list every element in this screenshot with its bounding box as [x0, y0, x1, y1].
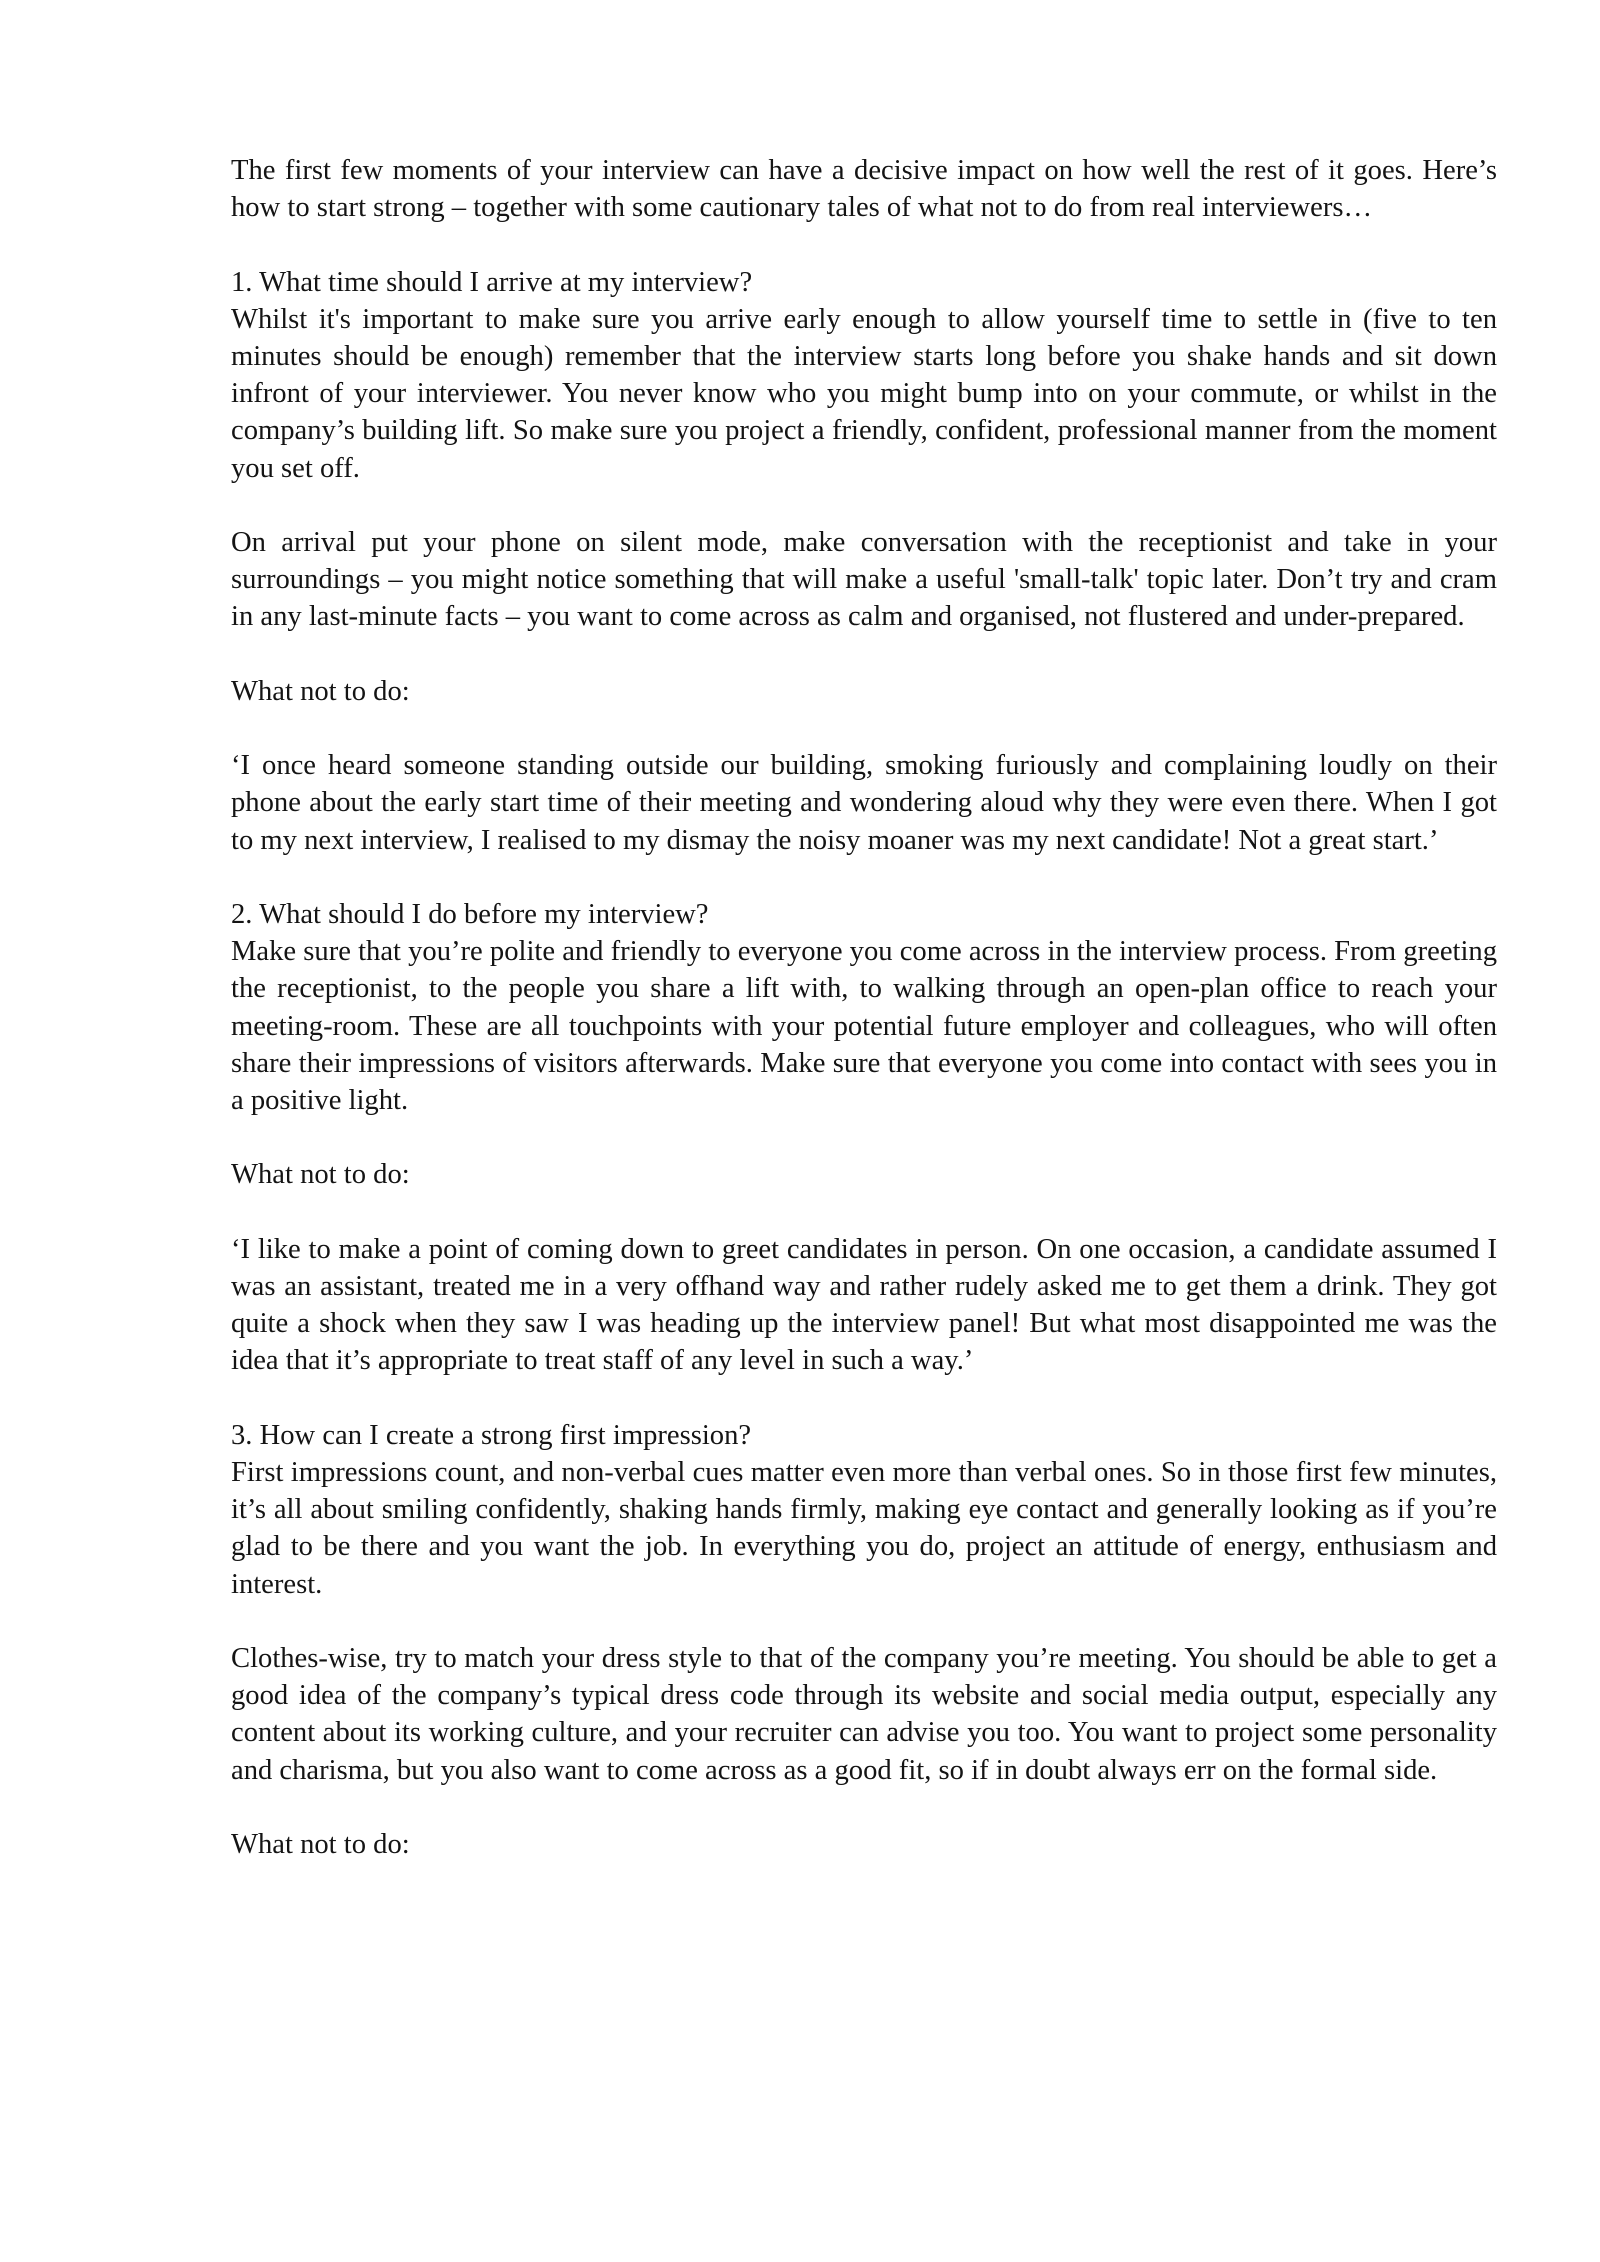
- section-2-what-not-label: What not to do:: [231, 1159, 410, 1191]
- section-3-impression-block: [231, 1417, 1497, 1603]
- section-3-what-not-block: [231, 1826, 1497, 1863]
- section-3-paragraph-2-block: [231, 1640, 1497, 1789]
- section-3-what-not-label: What not to do:: [231, 1828, 410, 1860]
- section-2-what-not-block: [231, 1156, 1497, 1193]
- document-page: [231, 152, 1497, 1900]
- section-3-heading: 3. How can I create a strong first impression?: [231, 1419, 752, 1451]
- intro-paragraph: The first few moments of your interview can have a decisive impact on how well the rest of it goes. Here’s how to start strong – together with some cautionary tales of what not to do from real interviewers…: [231, 155, 1497, 224]
- section-2-quote-block: [231, 1231, 1497, 1380]
- section-1-paragraph-2: On arrival put your phone on silent mode, make conversation with the receptionist and take in your surroundings – you might notice something that will make a useful 'small-talk' topic later. Don’t try and cram in any last-minute facts – you want to come across as calm and organised, not flustered and under-prepared.: [231, 527, 1497, 633]
- section-2-paragraph-1: Make sure that you’re polite and friendly to everyone you come across in the interview process. From greeting the receptionist, to the people you share a lift with, to walking through an open-plan office to reach your meeting-room. These are all touchpoints with your potential future employer and colleagues, who will often share their impressions of visitors afterwards. Make sure that everyone you come into contact with sees you in a positive light.: [231, 936, 1497, 1116]
- section-3-paragraph-1: First impressions count, and non-verbal cues matter even more than verbal ones. So in those first few minutes, it’s all about smiling confidently, shaking hands firmly, making eye contact and generally looking as if you’re glad to be there and you want the job. In everything you do, project an attitude of energy, enthusiasm and interest.: [231, 1456, 1497, 1600]
- section-1-paragraph-1: Whilst it's important to make sure you arrive early enough to allow yourself time to settle in (five to ten minutes should be enough) remember that the interview starts long before you shake hands and sit down infront of your interviewer. You never know who you might bump into on your commute, or whilst in the company’s building lift. So make sure you project a friendly, confident, professional manner from the moment you set off.: [231, 303, 1497, 484]
- section-1-quote-block: [231, 747, 1497, 859]
- section-3-paragraph-2: Clothes-wise, try to match your dress style to that of the company you’re meeting. You should be able to get a good idea of the company’s typical dress code through its website and social media output, especially any content about its working culture, and your recruiter can advise you too. You want to project some personality and charisma, but you also want to come across as a good fit, so if in doubt always err on the formal side.: [231, 1642, 1497, 1786]
- section-1-quote: ‘I once heard someone standing outside our building, smoking furiously and complaining loudly on their phone about the early start time of their meeting and wondering aloud why they were even there. When I got to my next interview, I realised to my dismay the noisy moaner was my next candidate! Not a great start.’: [231, 750, 1497, 856]
- section-1-heading: 1. What time should I arrive at my interview?: [231, 266, 753, 298]
- section-2-heading: 2. What should I do before my interview?: [231, 898, 709, 930]
- section-1-paragraph-2-block: [231, 524, 1497, 636]
- intro-block: [231, 152, 1497, 226]
- section-2-before-block: [231, 896, 1497, 1119]
- section-1-arrival-block: [231, 264, 1497, 487]
- section-1-what-not-label: What not to do:: [231, 675, 410, 707]
- section-2-quote: ‘I like to make a point of coming down to greet candidates in person. On one occasion, a candidate assumed I was an assistant, treated me in a very offhand way and rather rudely asked me to get them a drink. They got quite a shock when they saw I was heading up the interview panel! But what most disappointed me was the idea that it’s appropriate to treat staff of any level in such a way.’: [231, 1233, 1497, 1377]
- section-1-what-not-block: [231, 673, 1497, 710]
